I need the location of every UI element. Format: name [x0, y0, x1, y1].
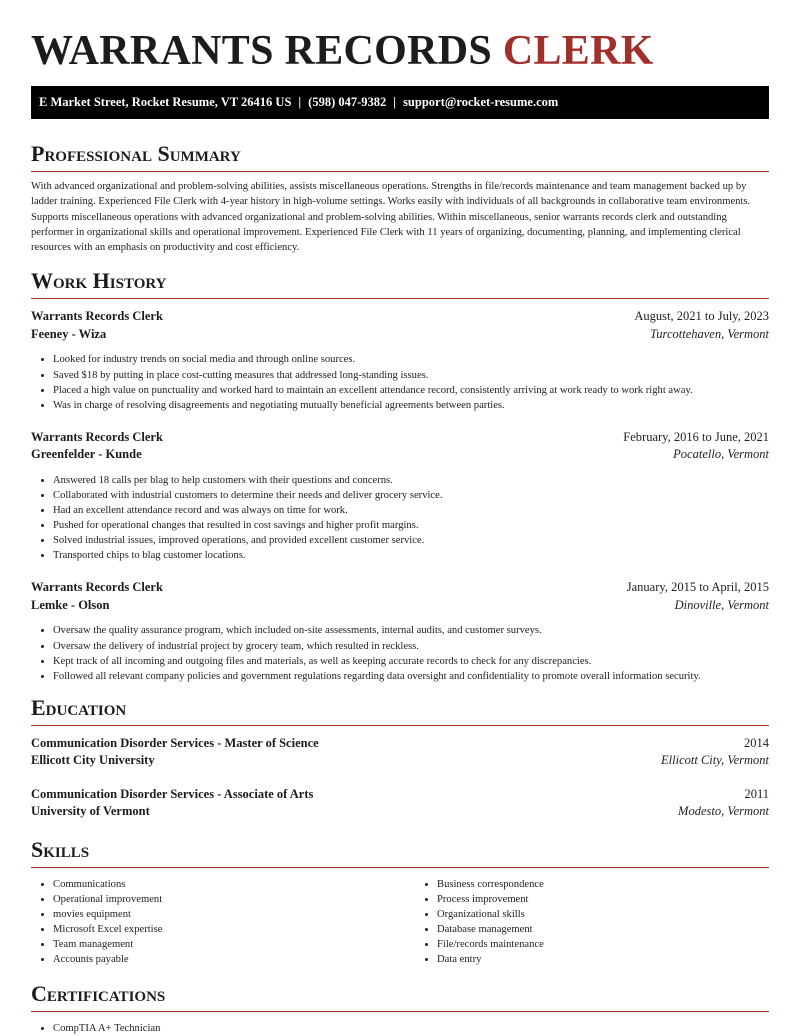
skills-columns [31, 877, 769, 968]
job-bullet: • Answered 18 calls per blag to help customers with their questions and concerns. [53, 473, 769, 488]
skills-list-left [31, 877, 415, 968]
contact-bar [31, 86, 769, 119]
skill-item: • Database management [437, 922, 799, 937]
education-school: University of Vermont [31, 804, 150, 819]
skill-item: • movies equipment [53, 907, 415, 922]
job-entry [31, 308, 769, 412]
job-location: Pocatello, Vermont [673, 447, 769, 462]
name-main: WARRANTS RECORDS [31, 28, 493, 74]
skill-item: • Microsoft Excel expertise [53, 922, 415, 937]
summary-text: With advanced organizational and problem-solving abilities, assists miscellaneous operations. Strengths in file/records maintenance and team management backed up by ladder training. Experienced File Clerk with 4-year history in high-volume settings. Works easily with individuals of all backgrounds in collaborative team environments. Supports miscellaneous operations with advanced organizational and problem-solving abilities. Within miscellaneous, senior warrants records clerk and outstanding performer in organizational skills and operational improvement. Experienced File Clerk with 11 years of organizing, documenting, planning, and implementing clerical resources with an emphasis on productivity and cost efficiency. [31, 181, 751, 254]
job-bullet: • Oversaw the quality assurance program, which included on-site assessments, internal audits, and customer surveys. [53, 623, 769, 638]
job-bullet: • Solved industrial issues, improved operations, and provided excellent customer service. [53, 533, 769, 548]
job-bullet: • Oversaw the delivery of industrial project by grocery team, which resulted in reckless. [53, 639, 769, 654]
skill-item: • Accounts payable [53, 952, 415, 967]
job-role: Warrants Records Clerk [31, 429, 163, 444]
education-location: Ellicott City, Vermont [661, 753, 769, 768]
name-accent: CLERK [502, 28, 654, 74]
education-heading: Education [31, 695, 769, 726]
job-bullets [31, 352, 769, 412]
skill-item: • Organizational skills [437, 907, 799, 922]
contact-address: E Market Street, Rocket Resume, VT 26416 US [39, 95, 292, 109]
job-company: Feeney - Wiza [31, 326, 107, 341]
job-bullet: • Followed all relevant company policies and government regulations regarding data oversight and confidentiality to promote overall information security. [53, 669, 769, 684]
work-history-heading: Work History [31, 268, 769, 299]
skill-item: • Business correspondence [437, 877, 799, 892]
job-location: Dinoville, Vermont [674, 597, 769, 612]
job-company: Lemke - Olson [31, 597, 110, 612]
job-bullet: • Pushed for operational changes that resulted in cost savings and higher profit margins. [53, 518, 769, 533]
education-entry [31, 786, 769, 821]
contact-separator: | [298, 95, 302, 109]
job-entry [31, 429, 769, 564]
certifications-list [31, 1021, 769, 1036]
skills-heading: Skills [31, 837, 769, 868]
job-role: Warrants Records Clerk [31, 580, 163, 595]
job-bullets [31, 623, 769, 683]
job-dates: February, 2016 to June, 2021 [623, 429, 769, 444]
skill-item: • File/records maintenance [437, 937, 799, 952]
job-bullet: • Saved $18 by putting in place cost-cutting measures that addressed long-standing issues. [53, 368, 769, 383]
contact-separator: | [393, 95, 397, 109]
certification-item: • CompTIA A+ Technician [53, 1021, 769, 1036]
job-role: Warrants Records Clerk [31, 309, 163, 324]
job-bullet: • Transported chips to blag customer locations. [53, 548, 769, 563]
contact-email[interactable]: support@rocket-resume.com [403, 95, 559, 109]
job-bullets [31, 473, 769, 564]
job-dates: January, 2015 to April, 2015 [626, 580, 769, 595]
skill-item: • Team management [53, 937, 415, 952]
contact-phone[interactable]: (598) 047-9382 [308, 95, 387, 109]
education-entry [31, 735, 769, 770]
job-bullet: • Had an excellent attendance record and was always on time for work. [53, 503, 769, 518]
resume-name [31, 0, 769, 74]
job-bullet: • Looked for industry trends on social media and through online sources. [53, 352, 769, 367]
education-degree: Communication Disorder Services - Master of Science [31, 735, 319, 750]
certifications-heading: Certifications [31, 981, 769, 1012]
job-location: Turcottehaven, Vermont [650, 326, 769, 341]
job-bullet: • Collaborated with industrial customers to determine their needs and deliver grocery service. [53, 488, 769, 503]
skill-item: • Data entry [437, 952, 799, 967]
education-location: Modesto, Vermont [678, 804, 769, 819]
education-year: 2011 [744, 786, 769, 801]
job-bullet: • Placed a high value on punctuality and worked hard to maintain an excellent attendance record, consistently arriving at work ready to work right away. [53, 383, 769, 398]
job-bullet: • Was in charge of resolving disagreements and negotiating mutually beneficial agreements between parties. [53, 398, 769, 413]
skill-item: • Process improvement [437, 892, 799, 907]
skills-list-right [415, 877, 799, 968]
summary-heading: Professional Summary [31, 141, 769, 172]
job-bullet: • Kept track of all incoming and outgoing files and materials, as well as keeping accurate records to check for any discrepancies. [53, 654, 769, 669]
education-degree: Communication Disorder Services - Associate of Arts [31, 786, 314, 801]
education-school: Ellicott City University [31, 753, 155, 768]
education-year: 2014 [744, 735, 769, 750]
job-entry [31, 579, 769, 683]
job-dates: August, 2021 to July, 2023 [634, 309, 769, 324]
job-company: Greenfelder - Kunde [31, 447, 142, 462]
skill-item: • Operational improvement [53, 892, 415, 907]
skill-item: • Communications [53, 877, 415, 892]
